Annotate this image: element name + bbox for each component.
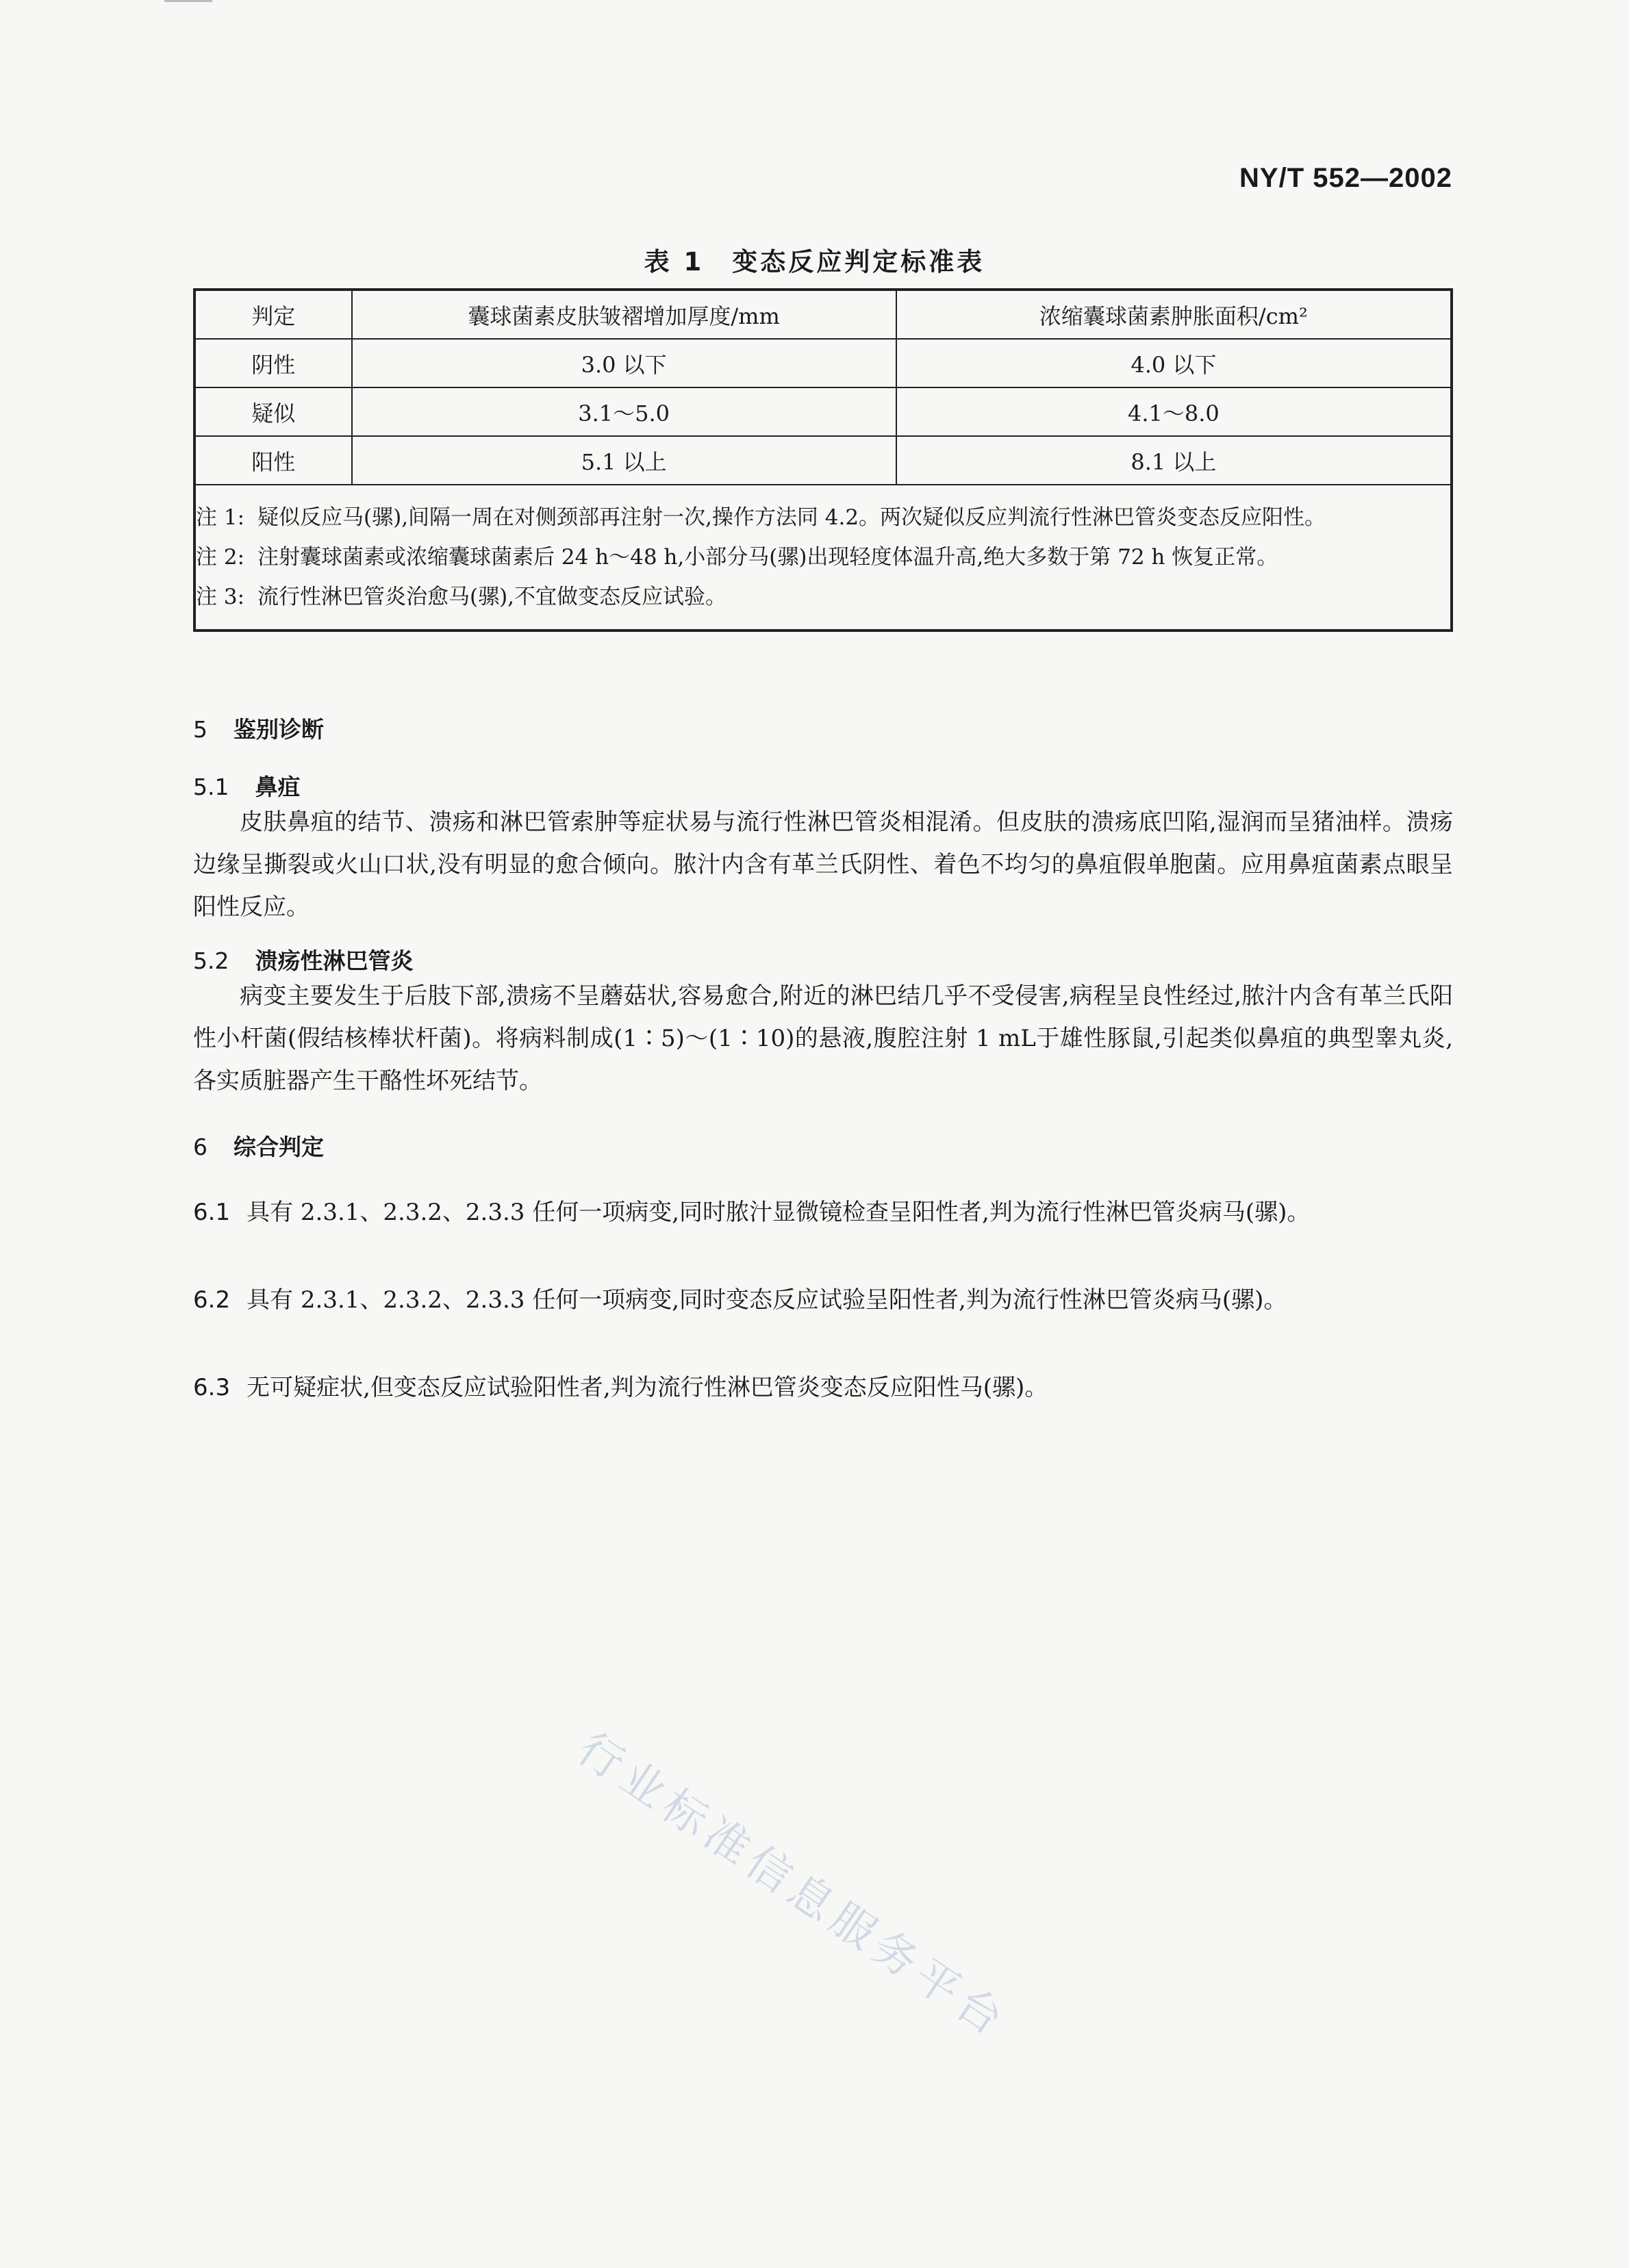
cell-judgement: 阴性 [194,339,352,387]
standard-number: NY/T 552—2002 [1239,163,1452,193]
cell-area: 4.0 以下 [896,339,1452,387]
header-swelling-area: 浓缩囊球菌素肿胀面积/cm² [896,290,1452,339]
reaction-criteria-table [193,288,1453,632]
section-5-1-paragraph: 皮肤鼻疽的结节、溃疡和淋巴管索肿等症状易与流行性淋巴管炎相混淆。但皮肤的溃疡底凹陷,湿润而呈猪油样。溃疡边缘呈撕裂或火山口状,没有明显的愈合倾向。脓汁内含有革兰氏阴性、着色不均匀的鼻疽假单胞菌。应用鼻疽菌素点眼呈阳性反应。 [193,808,1453,921]
section-number: 5 [193,716,207,743]
note-text: 疑似反应马(骡),间隔一周在对侧颈部再注射一次,操作方法同 4.2。两次疑似反应判流行性淋巴管炎变态反应阳性。 [257,505,1326,530]
header-skin-thickness: 囊球菌素皮肤皱褶增加厚度/mm [352,290,896,339]
clause-number: 6.3 [193,1374,231,1401]
section-5-heading [193,712,324,744]
table-row [194,387,1452,436]
clause-number: 6.2 [193,1286,231,1314]
section-title: 溃疡性淋巴管炎 [255,947,414,974]
section-title: 鼻疽 [255,774,301,800]
note-label: 注 3: [196,585,245,609]
note-text: 流行性淋巴管炎治愈马(骡),不宜做变态反应试验。 [257,585,727,609]
clause-6-3 [193,1365,1453,1410]
table-header-row [194,290,1452,339]
table-title: 表 1 变态反应判定标准表 [644,247,985,277]
note-label: 注 2: [196,545,245,570]
table-row [194,436,1452,485]
section-number: 5.2 [193,947,229,974]
cell-area: 4.1～8.0 [896,387,1452,436]
cell-area: 8.1 以上 [896,436,1452,485]
cell-thickness: 3.1～5.0 [352,387,896,436]
section-title: 综合判定 [233,1134,324,1160]
section-5-2-heading [193,943,413,976]
cell-judgement: 阳性 [194,436,352,485]
clause-6-2 [193,1277,1453,1323]
note-label: 注 1: [196,505,245,530]
clause-text: 无可疑症状,但变态反应试验阳性者,判为流行性淋巴管炎变态反应阳性马(骡)。 [247,1374,1048,1401]
clause-text: 具有 2.3.1、2.3.2、2.3.3 任何一项病变,同时脓汁显微镜检查呈阳性者,判为流行性淋巴管炎病马(骡)。 [247,1199,1311,1226]
section-number: 5.1 [193,774,229,800]
section-5-1-heading [193,769,300,802]
table-notes [194,485,1452,630]
cell-thickness: 3.0 以下 [352,339,896,387]
section-title: 鉴别诊断 [233,716,324,743]
cell-thickness: 5.1 以上 [352,436,896,485]
table-note [196,498,1435,537]
note-text: 注射囊球菌素或浓缩囊球菌素后 24 h～48 h,小部分马(骡)出现轻度体温升高,绝大多数于第 72 h 恢复正常。 [257,545,1278,570]
watermark: 行业标准信息服务平台 [568,1723,1018,2049]
cell-judgement: 疑似 [194,387,352,436]
table-row [194,339,1452,387]
section-number: 6 [193,1134,207,1160]
clause-text: 具有 2.3.1、2.3.2、2.3.3 任何一项病变,同时变态反应试验呈阳性者,判为流行性淋巴管炎病马(骡)。 [247,1286,1287,1314]
table-note [196,537,1435,577]
top-edge-mark [164,0,212,2]
table-note [196,577,1435,617]
table-notes-row [194,485,1452,630]
clause-number: 6.1 [193,1199,231,1226]
section-6-heading [193,1130,324,1162]
header-judgement: 判定 [194,290,352,339]
clause-6-1 [193,1190,1453,1235]
section-5-2-paragraph: 病变主要发生于后肢下部,溃疡不呈蘑菇状,容易愈合,附近的淋巴结几乎不受侵害,病程呈良性经过,脓汁内含有革兰氏阳性小杆菌(假结核棒状杆菌)。将病料制成(1∶5)～(1∶10)的悬液,腹腔注射 1 mL于雄性豚鼠,引起类似鼻疽的典型睾丸炎,各实质脏器产生干酪性坏死结节。 [193,982,1453,1095]
